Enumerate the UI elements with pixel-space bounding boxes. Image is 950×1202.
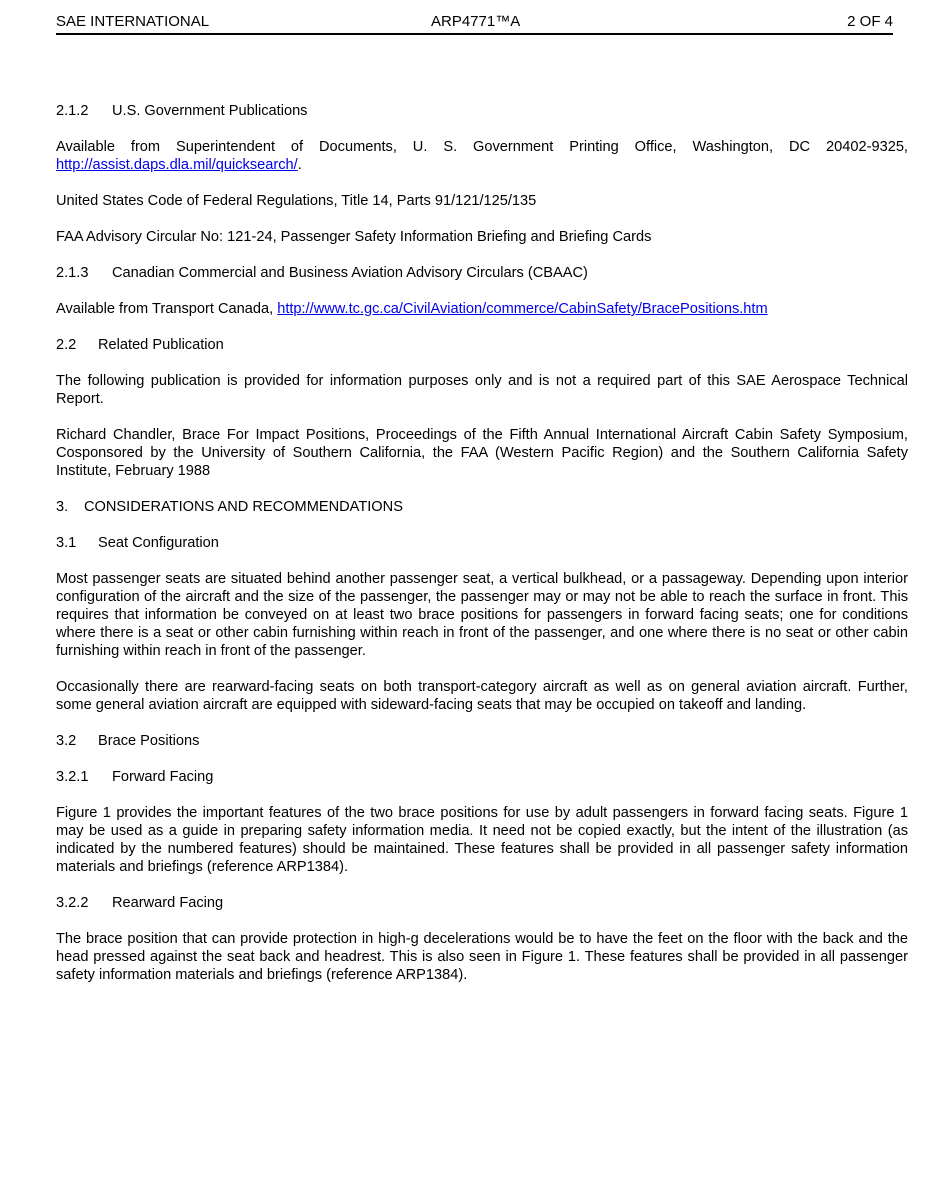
header-page-number: 2 OF 4	[847, 13, 893, 30]
heading-3-2-2: 3.2.2 Rearward Facing	[56, 895, 224, 911]
header-organization: SAE INTERNATIONAL	[56, 13, 210, 30]
paragraph-seat-configuration-2: Occasionally there are rearward-facing seats on both transport-category aircraft as well as on general aviation aircraft. Further, some general aviation aircraft are equipped with sideward-facing seats that may be occupied on takeoff and landing.	[56, 679, 908, 713]
document-body	[56, 102, 908, 984]
paragraph-faa-circular: FAA Advisory Circular No: 121-24, Passenger Safety Information Briefing and Briefing Cards	[56, 229, 652, 245]
heading-3-2-1: 3.2.1 Forward Facing	[56, 769, 214, 785]
link-assist-quicksearch[interactable]: http://assist.daps.dla.mil/quicksearch/	[56, 157, 298, 173]
heading-3: 3. CONSIDERATIONS AND RECOMMENDATIONS	[56, 499, 403, 515]
paragraph-cfr: United States Code of Federal Regulations, Title 14, Parts 91/121/125/135	[56, 193, 537, 209]
paragraph-forward-facing: Figure 1 provides the important features of the two brace positions for use by adult passengers in forward facing seats. Figure 1 may be used as a guide in preparing safety information media. It need not be copied exactly, but the intent of the illustration (as indicated by the numbered features) should be maintained. These features shall be provided in all passenger safety information materials and briefings (reference ARP1384).	[56, 805, 908, 875]
header-document-number: ARP4771™A	[431, 13, 521, 30]
paragraph-transport-canada: Available from Transport Canada, http://www.tc.gc.ca/CivilAviation/commerce/CabinSafety/BracePositions.htm	[56, 301, 768, 317]
link-transport-canada[interactable]: http://www.tc.gc.ca/CivilAviation/commerce/CabinSafety/BracePositions.htm	[277, 301, 768, 317]
paragraph-related-publication-intro: The following publication is provided for information purposes only and is not a required part of this SAE Aerospace Technical Report.	[56, 373, 908, 407]
heading-3-2: 3.2 Brace Positions	[56, 733, 200, 749]
heading-3-1: 3.1 Seat Configuration	[56, 535, 219, 551]
heading-2-1-3: 2.1.3 Canadian Commercial and Business Aviation Advisory Circulars (CBAAC)	[56, 265, 588, 281]
paragraph-rearward-facing: The brace position that can provide protection in high-g decelerations would be to have the feet on the floor with the back and the head pressed against the seat back and headrest. This is also seen in Figure 1. These features shall be provided in all passenger safety information materials and briefings (reference ARP1384).	[56, 931, 908, 983]
page-header	[56, 11, 893, 35]
paragraph-gpo-availability: Available from Superintendent of Documents, U. S. Government Printing Office, Washington, DC 20402-9325, http://assist.daps.dla.mil/quicksearch/.	[56, 139, 908, 173]
heading-2-2: 2.2 Related Publication	[56, 337, 224, 353]
paragraph-seat-configuration-1: Most passenger seats are situated behind another passenger seat, a vertical bulkhead, or a passageway. Depending upon interior configuration of the aircraft and the size of the passenger, the passenger may or may not be able to reach the surface in front. This requires that information be conveyed on at least two brace positions for passengers in forward facing seats; one for conditions where there is a seat or other cabin furnishing within reach in front of the passenger, and one where there is no seat or other cabin furnishing within reach in front of the passenger.	[56, 571, 908, 659]
heading-2-1-2: 2.1.2 U.S. Government Publications	[56, 103, 308, 119]
paragraph-chandler-reference: Richard Chandler, Brace For Impact Positions, Proceedings of the Fifth Annual International Aircraft Cabin Safety Symposium, Cosponsored by the University of Southern California, the FAA (Western Pacific Region) and the Southern California Safety Institute, February 1988	[56, 427, 908, 479]
